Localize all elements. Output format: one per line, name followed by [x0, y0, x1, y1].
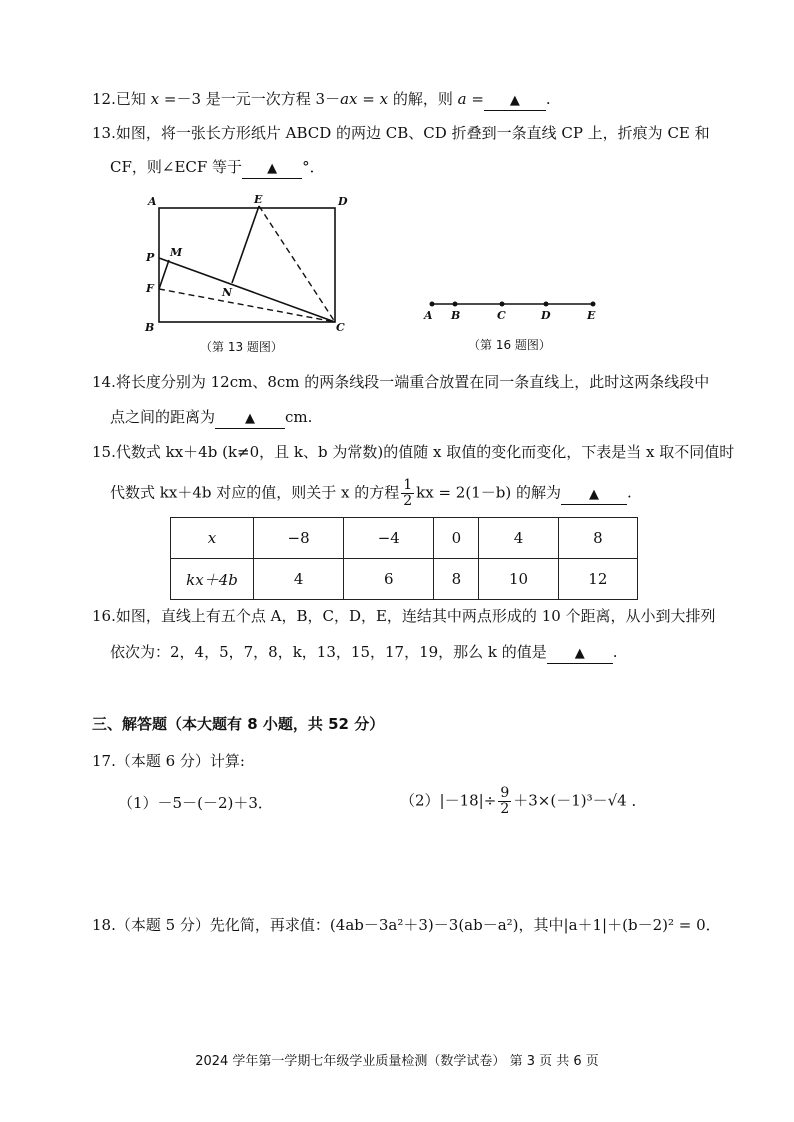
- table-cell: 6: [344, 559, 434, 600]
- segment-fm: [159, 260, 169, 289]
- question-16-line2: 依次为：2，4，5，7，8，k，13，15，17，19，那么 k 的值是 ▲ .: [110, 641, 618, 664]
- question-14-line1: 14.将长度分别为 12cm、8cm 的两条线段一端重合放置在同一条直线上，此时这两条线段中: [92, 373, 710, 391]
- table-cell: −8: [254, 518, 344, 559]
- question-14-line2: 点之间的距离为 ▲ cm.: [110, 406, 312, 429]
- table-cell: 10: [479, 559, 558, 600]
- point-e: [591, 302, 596, 307]
- table-cell: 0: [434, 518, 479, 559]
- question-13-line1: 13.如图，将一张长方形纸片 ABCD 的两边 CB、CD 折叠到一条直线 CP 上，折痕为 CE 和: [92, 124, 710, 142]
- fraction-one-half: $\frac{1}{2}$: [403, 477, 413, 509]
- point-c: [500, 302, 505, 307]
- point-d: [544, 302, 549, 307]
- question-17-heading: 17.（本题 6 分）计算:: [92, 752, 245, 770]
- table-cell: −4: [344, 518, 434, 559]
- label-b: B: [451, 309, 461, 322]
- figure-16: [415, 294, 605, 324]
- label-d: D: [338, 195, 348, 208]
- question-12: 12.已知 x =－3 是一元一次方程 3－ax = x 的解，则 a = ▲ .: [92, 88, 551, 111]
- crease-ce: [259, 206, 335, 322]
- answer-blank-15: ▲: [561, 486, 627, 505]
- table-cell: 12: [558, 559, 637, 600]
- question-16-line1: 16.如图，直线上有五个点 A，B，C，D，E，连结其中两点形成的 10 个距离，从小到大排列: [92, 607, 716, 625]
- label-f: F: [146, 282, 154, 295]
- table-cell: 4: [254, 559, 344, 600]
- line-cp: [159, 258, 335, 322]
- table-row: [171, 559, 638, 600]
- answer-blank-12: ▲: [484, 92, 546, 111]
- question-17-part1: （1）－5－(－2)＋3．: [118, 794, 273, 812]
- table-cell: kx＋4b: [171, 559, 254, 600]
- figure-13-caption: （第 13 题图）: [200, 340, 283, 354]
- figure-16-caption: （第 16 题图）: [468, 338, 551, 352]
- label-c: C: [336, 321, 345, 334]
- table-cell: 8: [434, 559, 479, 600]
- table-cell: 8: [558, 518, 637, 559]
- question-15-line2: 代数式 kx＋4b 对应的值，则关于 x 的方程 $\frac{1}{2}$ kx = 2(1－b) 的解为 ▲ .: [110, 477, 632, 509]
- label-n: N: [222, 286, 233, 299]
- section-heading: 三、解答题（本大题有 8 小题，共 52 分）: [92, 715, 385, 733]
- point-a: [430, 302, 435, 307]
- table-row: [171, 518, 638, 559]
- figure-13: [140, 188, 370, 358]
- label-c: C: [497, 309, 506, 322]
- label-b: B: [145, 321, 155, 334]
- label-a: A: [148, 195, 157, 208]
- fraction-nine-halves: $\frac{9}{2}$: [500, 785, 510, 817]
- point-b: [453, 302, 458, 307]
- question-13-line2: CF，则∠ECF 等于 ▲ °．: [110, 156, 325, 179]
- answer-blank-14: ▲: [215, 410, 285, 429]
- segment-en: [232, 206, 259, 283]
- answer-blank-16: ▲: [547, 645, 613, 664]
- label-m: M: [170, 246, 183, 259]
- crease-cf: [159, 289, 335, 322]
- label-a: A: [424, 309, 433, 322]
- label-p: P: [146, 251, 155, 264]
- question-18: 18.（本题 5 分）先化简，再求值：(4ab－3a²＋3)－3(ab－a²)，其中|a＋1|＋(b－2)² = 0．: [92, 916, 721, 934]
- question-17-part2: （2）|－18|÷ $\frac{9}{2}$ ＋3×(－1)³－√4 ．: [400, 785, 647, 817]
- rectangle-abcd: [159, 208, 335, 322]
- label-d: D: [541, 309, 551, 322]
- table-cell: 4: [479, 518, 558, 559]
- page-footer: 2024 学年第一学期七年级学业质量检测（数学试卷） 第 3 页 共 6 页: [195, 1054, 599, 1069]
- table-cell: x: [171, 518, 254, 559]
- value-table: [170, 517, 638, 600]
- answer-blank-13: ▲: [242, 160, 302, 179]
- label-e: E: [587, 309, 596, 322]
- question-15-line1: 15.代数式 kx＋4b (k≠0，且 k、b 为常数)的值随 x 取值的变化而变化，下表是当 x 取不同值时: [92, 443, 735, 461]
- label-e: E: [254, 193, 263, 206]
